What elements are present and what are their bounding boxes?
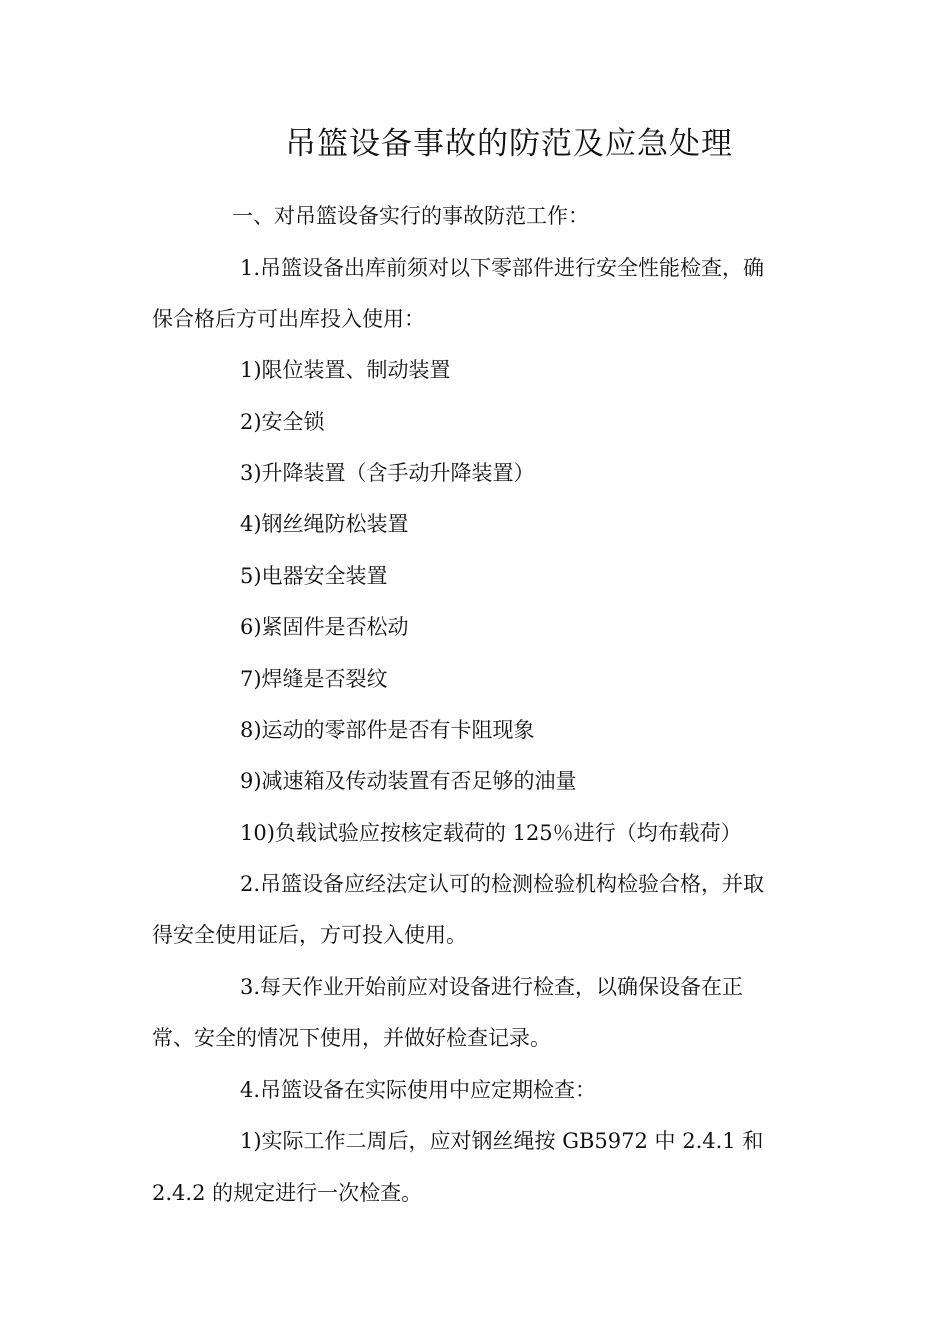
section-heading: 一、对吊篮设备实行的事故防范工作： — [232, 204, 589, 228]
checklist-item: 6)紧固件是否松动 — [240, 615, 409, 639]
checklist-item: 2)安全锁 — [240, 410, 325, 434]
paragraph-item3-line2: 常、安全的情况下使用，并做好检查记录。 — [152, 1026, 551, 1050]
paragraph-item1-line1: 1.吊篮设备出库前须对以下零部件进行安全性能检查，确 — [240, 256, 765, 280]
paragraph-item2-line2: 得安全使用证后，方可投入使用。 — [152, 923, 467, 947]
paragraph-item4-sub1-line1: 1)实际工作二周后，应对钢丝绳按 GB5972 中 2.4.1 和 — [240, 1129, 764, 1153]
paragraph-item4-sub1-line2: 2.4.2 的规定进行一次检查。 — [152, 1181, 423, 1205]
paragraph-item2-line1: 2.吊篮设备应经法定认可的检测检验机构检验合格，并取 — [240, 872, 765, 896]
checklist-item: 9)减速箱及传动装置有否足够的油量 — [240, 769, 577, 793]
document-title: 吊篮设备事故的防范及应急处理 — [285, 126, 733, 162]
paragraph-item3-line1: 3.每天作业开始前应对设备进行检查，以确保设备在正 — [240, 975, 744, 999]
checklist-item: 10)负载试验应按核定载荷的 125％进行（均布载荷） — [240, 821, 742, 845]
checklist-item: 8)运动的零部件是否有卡阻现象 — [240, 718, 535, 742]
paragraph-item4-heading: 4.吊篮设备在实际使用中应定期检查： — [240, 1078, 597, 1102]
paragraph-item1-line2: 保合格后方可出库投入使用： — [152, 307, 425, 331]
checklist-item: 4)钢丝绳防松装置 — [240, 512, 409, 536]
checklist-item: 5)电器安全装置 — [240, 564, 388, 588]
checklist-item: 7)焊缝是否裂纹 — [240, 667, 388, 691]
checklist-item: 3)升降装置（含手动升降装置） — [240, 461, 535, 485]
checklist-item: 1)限位装置、制动装置 — [240, 358, 451, 382]
